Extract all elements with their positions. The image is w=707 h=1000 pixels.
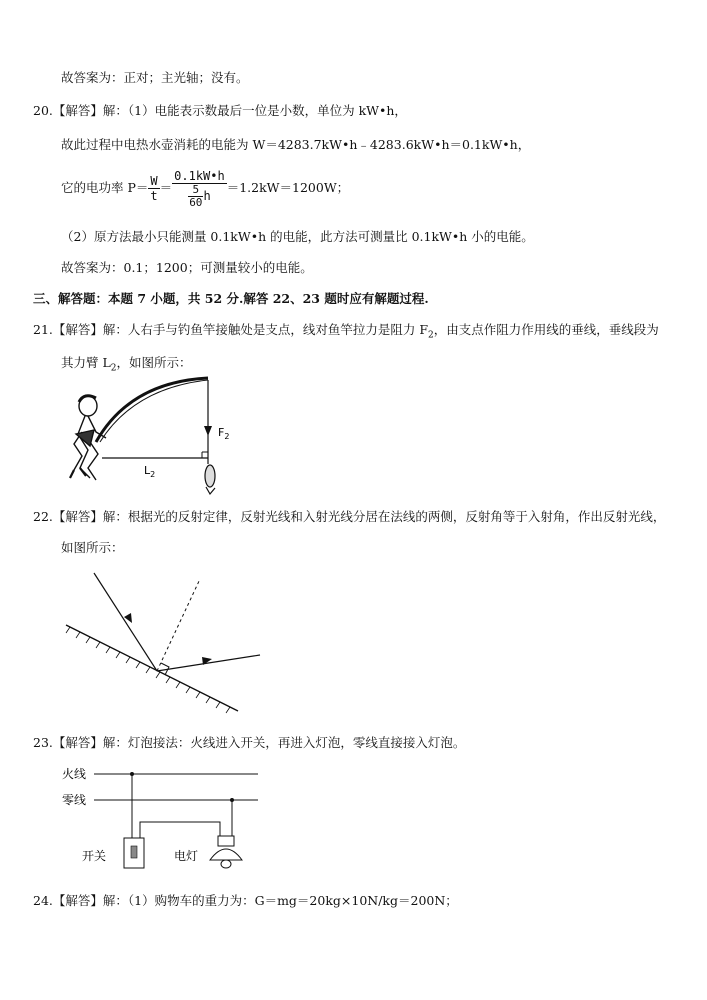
q20-formula-prefix: 它的电功率 P＝ xyxy=(61,180,149,195)
q23-line-1: 23.【解答】解：灯泡接法：火线进入开关，再进入灯泡，零线直接接入灯泡。 xyxy=(33,735,466,750)
q21-text-1b: ，由支点作阻力作用线的垂线，垂线段为 xyxy=(433,322,659,337)
inner-numerator: 5 xyxy=(188,184,203,197)
equals-sign: ＝ xyxy=(159,180,173,195)
q20-line-2: 故此过程中电热水壶消耗的电能为 W＝4283.7kW•h﹣4283.6kW•h＝0.1kW•h， xyxy=(61,137,531,152)
q20-power-formula xyxy=(61,166,349,210)
q24-line-1: 24.【解答】解：（1）购物车的重力为：G＝mg＝20kg×10N/kg＝200N； xyxy=(33,893,458,908)
fisherman-figure xyxy=(70,396,106,480)
light-reflection-figure xyxy=(60,565,270,715)
q20-number: 20.【解答】解： xyxy=(33,103,128,118)
neutral-wire-label: 零线 xyxy=(62,793,87,807)
fish-figure xyxy=(205,458,215,494)
lamp-circuit-figure xyxy=(60,760,270,880)
lamp-label: 电灯 xyxy=(174,849,199,863)
fishing-rod xyxy=(96,378,208,442)
force-label-f2: $F_2$ xyxy=(218,426,230,441)
mirror-hatching xyxy=(66,627,230,713)
q21-text-2b: ，如图所示： xyxy=(116,355,192,370)
q20-line-1 xyxy=(33,103,407,119)
q22-line-1: 22.【解答】解：根据光的反射定律，反射光线和入射光线分居在法线的两侧，反射角等于入射角，作出反射光线， xyxy=(33,509,666,524)
inner-fraction xyxy=(188,184,203,209)
fishing-rod-figure xyxy=(60,372,230,502)
q21-text-2a: 其力臂 L xyxy=(61,355,111,370)
inner-denominator: 60 xyxy=(189,195,203,209)
switch-toggle-icon xyxy=(131,846,137,858)
hour-unit: h xyxy=(203,188,211,203)
lamp-icon xyxy=(210,836,242,868)
fraction-denominator xyxy=(172,184,227,209)
q22-line-2: 如图所示： xyxy=(61,540,124,555)
subscript: 2 xyxy=(110,363,117,374)
fraction-denominator: t xyxy=(150,189,158,203)
q20-formula-result: ＝1.2kW＝1200W； xyxy=(226,180,350,195)
section-3-heading: 三、解答题：本题 7 小题，共 52 分.解答 22、23 题时应有解题过程. xyxy=(33,291,429,306)
q20-text-1: （1）电能表示数最后一位是小数，单位为 kW•h， xyxy=(127,103,407,118)
arm-label-l2: $L_2$ xyxy=(144,464,156,479)
switch-label: 开关 xyxy=(82,849,107,863)
incident-ray xyxy=(94,573,157,671)
fraction-energy-over-time xyxy=(172,169,227,209)
normal-line xyxy=(157,579,200,671)
reflected-ray xyxy=(157,655,260,671)
fraction-numerator: 0.1kW•h xyxy=(174,168,225,183)
q21-line-1 xyxy=(33,322,659,344)
subscript: 2 xyxy=(428,330,434,341)
fraction-w-over-t xyxy=(148,174,159,203)
force-arrow-head xyxy=(204,426,212,436)
fraction-numerator: W xyxy=(150,174,158,188)
live-wire-label: 火线 xyxy=(62,767,87,781)
switch-to-lamp-wire xyxy=(140,822,220,838)
answer-line-q19: 故答案为：正对；主光轴；没有。 xyxy=(61,70,249,85)
q20-answer: 故答案为：0.1；1200；可测量较小的电能。 xyxy=(61,260,313,275)
q20-line-4: （2）原方法最小只能测量 0.1kW•h 的电能，此方法可测量比 0.1kW•h 小的电能。 xyxy=(61,229,534,244)
mirror-surface xyxy=(66,625,238,711)
q21-text-1a: 21.【解答】解：人右手与钓鱼竿接触处是支点，线对鱼竿拉力是阻力 F xyxy=(33,322,429,337)
